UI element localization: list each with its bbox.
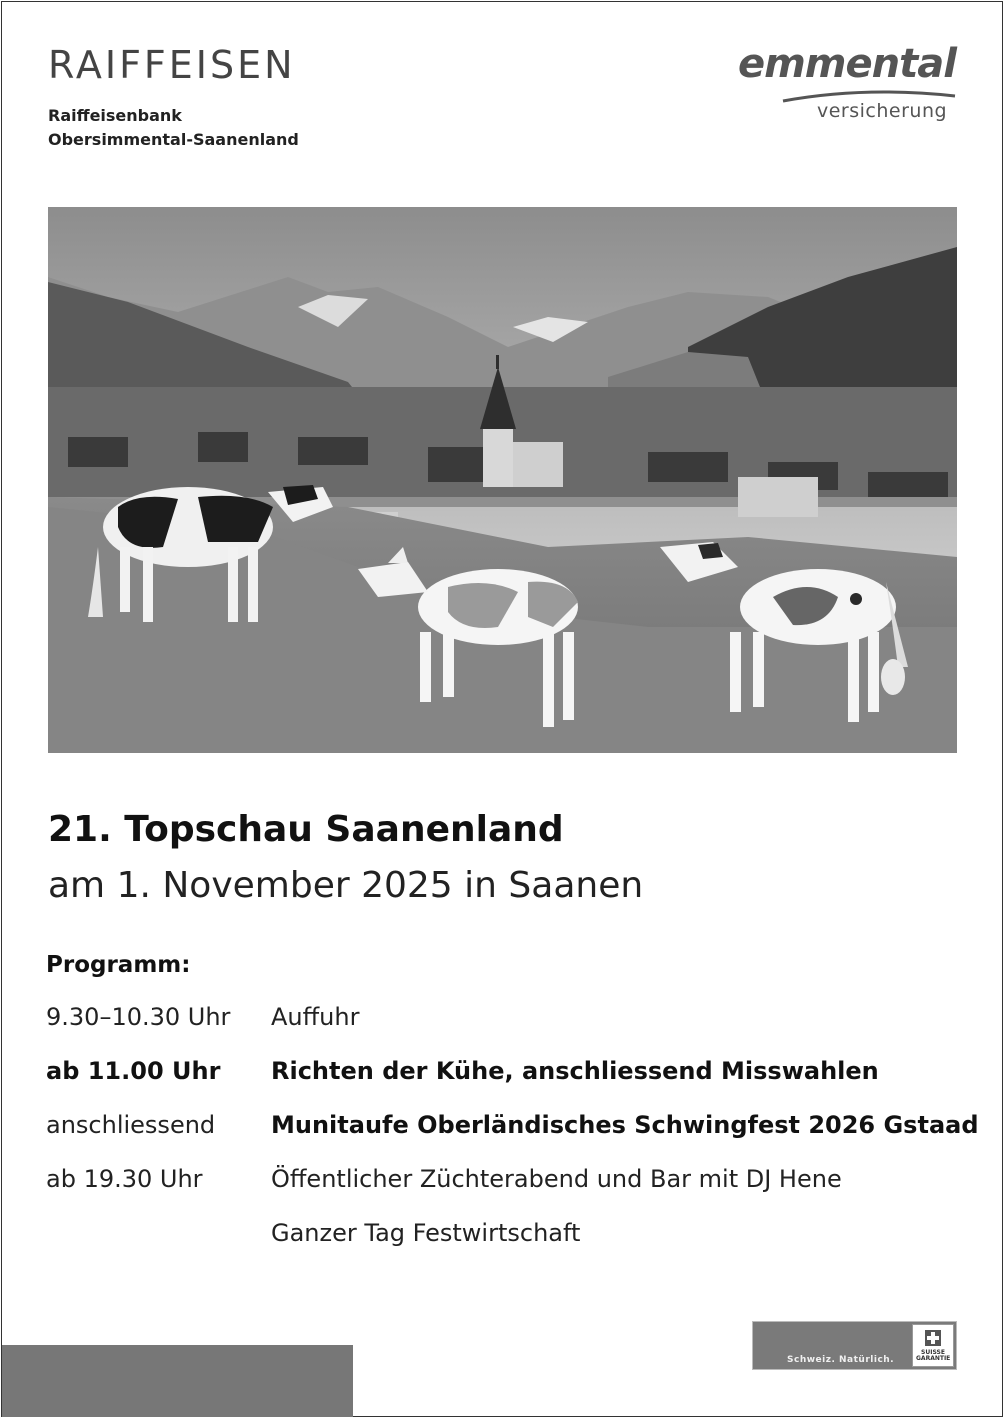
program-row — [46, 1002, 986, 1032]
event-title: 21. Topschau Saanenland — [48, 809, 564, 850]
raiffeisen-logo: RAIFFEISEN — [48, 43, 296, 87]
emmental-logo-word: emmental — [738, 41, 956, 87]
emmental-logo-sub: versicherung — [817, 100, 948, 122]
footer-gray-bar — [2, 1345, 353, 1417]
bank-name-line1: Raiffeisenbank — [48, 106, 182, 125]
program-row — [46, 1056, 986, 1086]
program-time: ab 11.00 Uhr — [46, 1057, 221, 1085]
program-heading: Programm: — [46, 952, 191, 978]
swiss-cross-icon — [925, 1330, 941, 1346]
landscape-photo — [48, 207, 957, 753]
program-description: Richten der Kühe, anschliessend Misswahlen — [271, 1057, 879, 1085]
program-description: Auffuhr — [271, 1003, 360, 1031]
program-description: Öffentlicher Züchterabend und Bar mit DJ Hene — [271, 1165, 842, 1193]
program-row — [46, 1218, 986, 1248]
program-time: 9.30–10.30 Uhr — [46, 1003, 231, 1031]
bank-name-line2: Obersimmental-Saanenland — [48, 130, 299, 149]
program-row — [46, 1110, 986, 1140]
program-time: anschliessend — [46, 1111, 216, 1139]
program-description: Munitaufe Oberländisches Schwingfest 2026 Gstaad — [271, 1111, 979, 1139]
program-time: ab 19.30 Uhr — [46, 1165, 203, 1193]
emmental-logo — [735, 40, 965, 130]
schweiz-natuerlich-badge — [752, 1321, 957, 1370]
suisse-garantie-logo — [912, 1324, 954, 1367]
suisse-garantie-text: SUISSE GARANTIE — [916, 1349, 951, 1362]
program-row — [46, 1164, 986, 1194]
event-subtitle: am 1. November 2025 in Saanen — [48, 865, 644, 906]
swiss-badge-text: Schweiz. Natürlich. — [787, 1355, 895, 1365]
program-description: Ganzer Tag Festwirtschaft — [271, 1219, 581, 1247]
